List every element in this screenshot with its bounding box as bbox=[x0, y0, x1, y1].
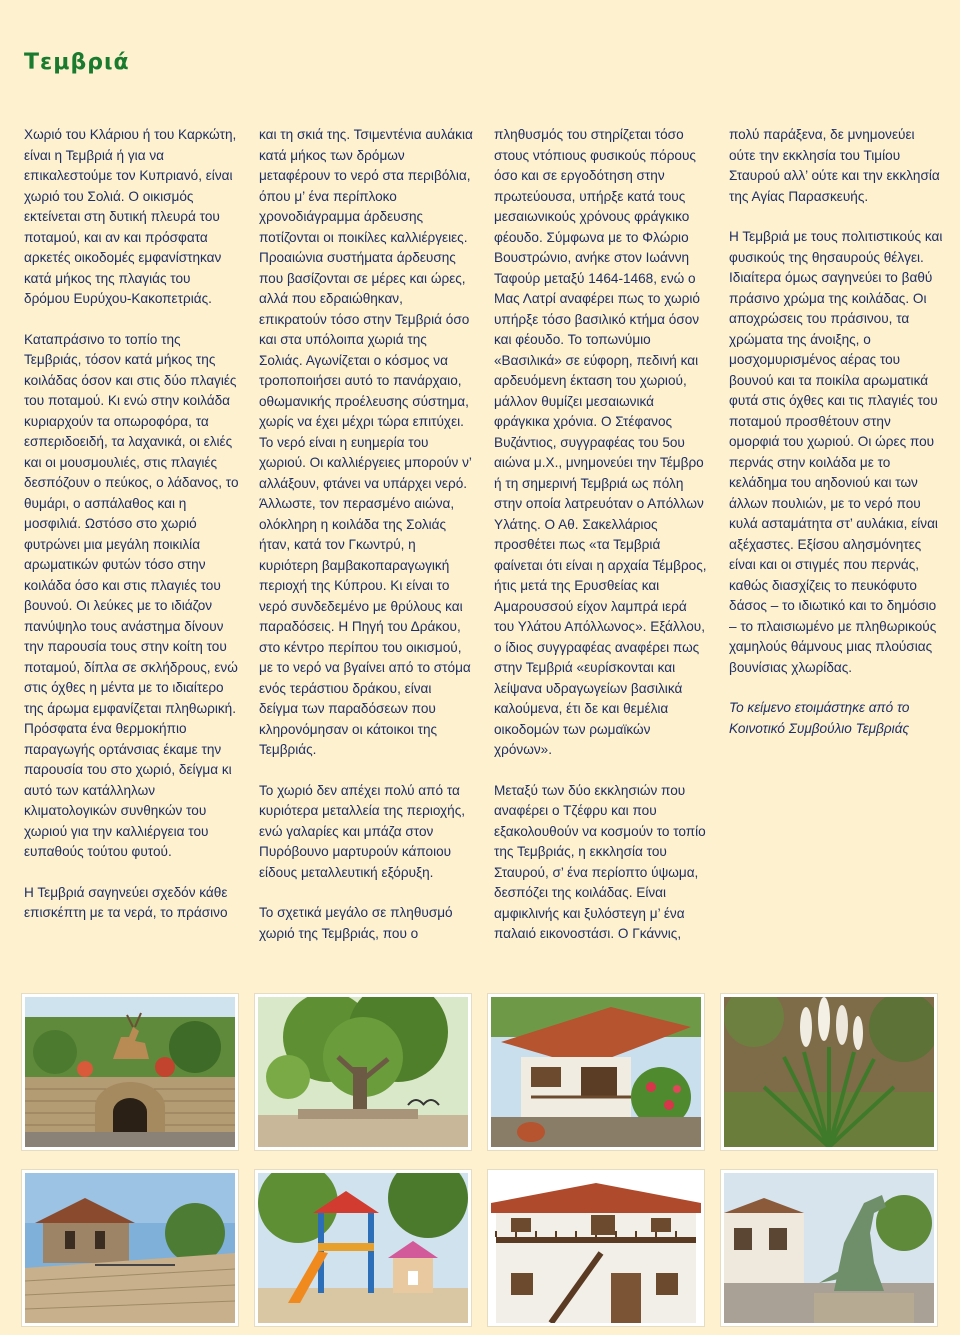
paragraph: Χωριό του Κλάριου ή του Καρκώτη, είναι η Τεμβριά ή για να επικαλεστούμε τον Κυπριανό, είναι χωριό του Σολιά. Ο οικισμός εκτείνεται στη δυτική πλευρά του ποταμού, και αν και πρόσφατα αρκετές οικοδομές εμφανίστηκαν κατά μήκος της πλαγιάς του δρόμου Ευρύχου-Κακοπετριάς. bbox=[24, 127, 237, 306]
village-tree-image bbox=[258, 997, 468, 1147]
photo-deer-statue-wall bbox=[22, 994, 238, 1150]
traditional-house-image bbox=[491, 997, 701, 1147]
photo-playground bbox=[255, 1170, 471, 1326]
photo-traditional-house bbox=[488, 994, 704, 1150]
text-column-3 bbox=[494, 125, 709, 965]
text-column-4 bbox=[729, 125, 944, 965]
stone-church-image bbox=[25, 1173, 235, 1323]
text-column-2 bbox=[259, 125, 474, 965]
paragraph: Το χωριό δεν απέχει πολύ από τα κυριότερα μεταλλεία της περιοχής, ενώ γαλαρίες και μπάζα στον Πυρόβουνο μαρτυρούν κάποιου είδους μεταλλευτική εξόρυξη. bbox=[259, 782, 466, 880]
photo-pampas-grass bbox=[721, 994, 937, 1150]
dragon-statue-image bbox=[724, 1173, 934, 1323]
text-column-1 bbox=[24, 125, 239, 965]
credit-note: Το κείμενο ετοιμάστηκε από το Κοινοτικό Συμβούλιο Τεμβριάς bbox=[729, 700, 910, 736]
paragraph: Το σχετικά μεγάλο σε πληθυσμό χωριό της Τεμβριάς, που ο bbox=[259, 905, 453, 941]
page-title: Τεμβριά bbox=[24, 50, 130, 75]
paragraph: και τη σκιά της. Τσιμεντένια αυλάκια κατά μήκος των δρόμων μεταφέρουν το νερό στα περιβόλια, όπου μ’ ένα περίπλοκο χρονοδιάγραμμα άρδευσης ποτίζονται οι ποικίλες καλλιέργειες. Προαιώνια συστήματα άρδευσης που βασίζονται σε μέρες και ώρες, αλλά που εδραιώθηκαν, επικρατούν τόσο στην Τεμβριά όσο και στα υπόλοιπα χωριά της Σολιάς. Αγωνίζεται ο κόσμος να τροποποιήσει αυτό το πανάρχαιο, οθωμανικής προέλευσης σύστημα, χωρίς να έχει μέχρι τώρα επιτύχει. Το νερό είναι η ευημερία του χωριού. Οι καλλιέργειες μπορούν ν’ αλλάξουν, φτάνει να υπάρχει νερό. Άλλωστε, τον περασμένο αιώνα, ολόκληρη η κοιλάδα της Σολιάς ήταν, κατά τον Γκωντρύ, η κυριότερη βαμβακοπαραγωγική περιοχή της Κύπρου. Κι είναι το νερό συνδεδεμένο με θρύλους και παραδόσεις. Η Πηγή του Δράκου, στο κέντρο περίπου του οικισμού, με το νερό να βγαίνει από το στόμα ενός τεράστιου δράκου, είναι δείγμα των παραδόσεων που κληρονόμησαν οι κάτοικοι της Τεμβριάς. bbox=[259, 127, 473, 757]
playground-image bbox=[258, 1173, 468, 1323]
paragraph: πληθυσμός του στηρίζεται τόσο στους ντόπιους φυσικούς πόρους όσο και σε εργοδότηση στην πρωτεύουσα, υπήρξε κατά τους μεσαιωνικούς χρόνους φράγκικο φέουδο. Σύμφωνα με το Φλώριο Βουστρώνιο, ανήκε στον Ιωάννη Ταφούρ μεταξύ 1464-1468, ενώ ο Μας Λατρί αναφέρει πως το χωριό υπήρξε τόσο βασιλικό κτήμα όσον και φέουδο. Το τοπωνύμιο «Βασιλικά» σε εύφορη, πεδινή και αρδευόμενη έκταση του χωριού, μάλλον θυμίζει μεσαιωνικά φράγκικα χρόνια. Ο Στέφανος Βυζάντιος, συγγραφέας του 5ου αιώνα μ.Χ., μνημονεύει την Τέμβρο ή τη σημερινή Τεμβριά ως πόλη στην οποία λατρευόταν ο Απόλλων Υλάτης. Ο Αθ. Σακελλάριος προσθέτει πως «τα Τεμβριά φαίνεται ότι είναι η αρχαία Τέμβρος, ήτις μετά της Ερυσθείας και Αμαρουσσού είχον λαμπρά ιερά του Υλάτου Απόλλωνος». Εξάλλου, ο ίδιος συγγραφέας αναφέρει πως στην Τεμβριά «ευρίσκονται και λείψανα υδραγωγείων βασιλικά καλούμενα, έτι δε και θεμέλια οικοδομών των ρωμαϊκών χρόνων». bbox=[494, 127, 707, 757]
balcony-house-image bbox=[491, 1173, 701, 1323]
paragraph: πολύ παράξενα, δε μνημονεύει ούτε την εκκλησία του Τιμίου Σταυρού αλλ’ ούτε και την εκκλησία της Αγίας Παρασκευής. bbox=[729, 127, 940, 204]
photo-dragon-statue bbox=[721, 1170, 937, 1326]
paragraph: Καταπράσινο το τοπίο της Τεμβριάς, τόσον κατά μήκος της κοιλάδας όσον και στις δύο πλαγιές του ποταμού. Κι ενώ στην κοιλάδα κυριαρχούν τα οπωροφόρα, τα εσπεριδοειδή, τα λαχανικά, οι ελιές και οι μουσμουλιές, στις πλαγιές δεσπόζουν ο πεύκος, ο λάδανος, το θυμάρι, ο ασπάλαθος και η μοσφιλιά. Ωστόσο στο χωριό φυτρώνει μια μεγάλη ποικιλία αρωματικών φυτών τόσο στην κοιλάδα όσο και στις πλαγιές του βουνού. Οι λεύκες με το ιδιάζον πανύψηλο τους ανάστημα δίνουν την παρουσία τους στην κοίτη του ποταμού, δίπλα σε σκλήδρους, ενώ στις όχθες η μέντα με το ιδιαίτερο της άρωμα εμφανίζεται πληθωρική. Πρόσφατα ένα θερμοκήπιο παραγωγής ορτάνσιας έκαμε την παρουσία του στο χωριό, δείγμα κι αυτό των κατάλληλων κλιματολογικών συνθηκών του χωριού για την καλλιέργεια του ευπαθούς τούτου φυτού. bbox=[24, 331, 239, 859]
article-columns bbox=[24, 125, 944, 965]
paragraph: Η Τεμβριά με τους πολιτιστικούς και φυσικούς της θησαυρούς θέλγει. Ιδιαίτερα όμως σαγηνεύει το βαθύ πράσινο χρώμα της κοιλάδας. Οι αποχρώσεις του πράσινου, τα χρώματα της άνοιξης, ο μοσχομυρισμένος αέρας του βουνού και τα ποικίλα αρωματικά φυτά στις όχθες και τις πλαγιές του ποταμού προσθέτουν στην ομορφιά του χωριού. Οι ώρες που περνάς στην κοιλάδα με το κελάδημα του αηδονιού και των άλλων πουλιών, με το νερό που κυλά ασταμάτητα στ’ αυλάκια, είναι αξέχαστες. Εξίσου αλησμόνητες είναι και οι στιγμές που περνάς, καθώς διασχίζεις το πευκόφυτο δάσος – το ιδιωτικό και το δημόσιο – το πλαισιωμένο με πληθωρικούς χαμηλούς θάμνους μιας πλούσιας βουνίσιας χλωρίδας. bbox=[729, 229, 943, 675]
photo-stone-church bbox=[22, 1170, 238, 1326]
pampas-grass-image bbox=[724, 997, 934, 1147]
photo-balcony-house bbox=[488, 1170, 704, 1326]
deer-statue-image bbox=[25, 997, 235, 1147]
paragraph: Η Τεμβριά σαγηνεύει σχεδόν κάθε επισκέπτη με τα νερά, το πράσινο bbox=[24, 884, 228, 920]
paragraph: Μεταξύ των δύο εκκλησιών που αναφέρει ο Τζέφρυ και που εξακολουθούν να κοσμούν το τοπίο της Τεμβριάς, η εκκλησία του Σταυρού, σ’ ένα περίοπτο ύψωμα, δεσπόζει της κοιλάδας. Είναι αμφικλινής και ξυλόστεγη μ’ ένα παλαιό εικονοστάσι. Ο Γκάννις, bbox=[494, 782, 706, 941]
photo-village-tree bbox=[255, 994, 471, 1150]
